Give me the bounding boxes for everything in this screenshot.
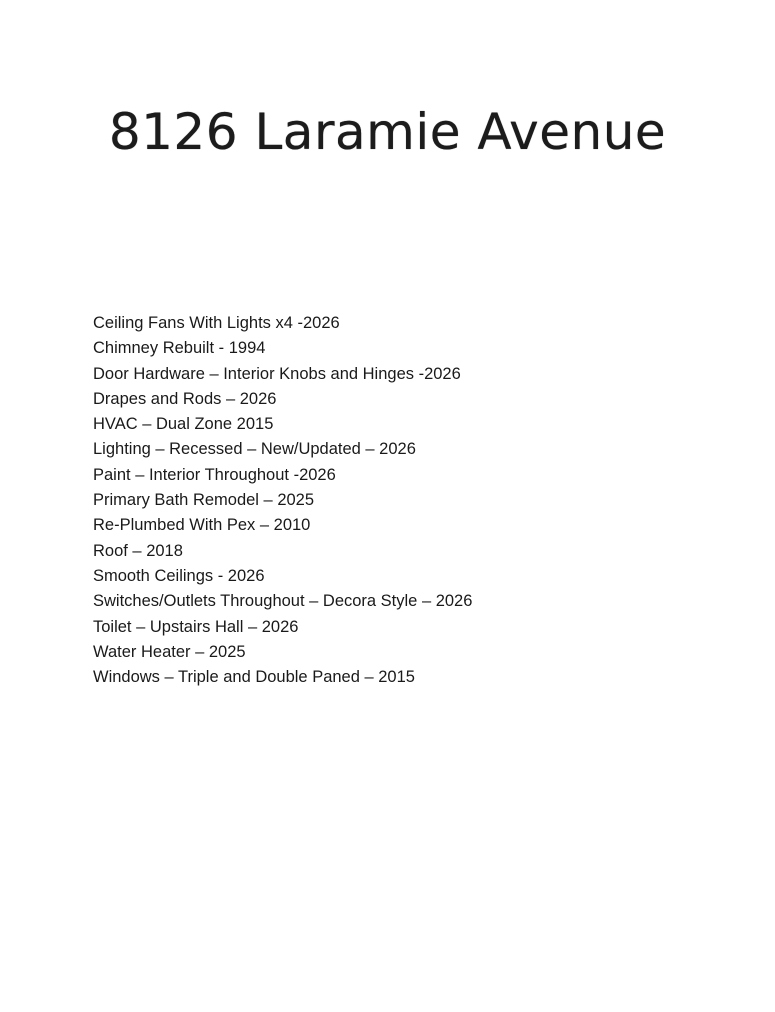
list-item: Water Heater – 2025 [93,642,246,661]
list-item: Paint – Interior Throughout -2026 [93,465,336,484]
list-item: Switches/Outlets Throughout – Decora Style – 2026 [93,592,473,611]
list-item: HVAC – Dual Zone 2015 [93,415,274,434]
list-item: Door Hardware – Interior Knobs and Hinges -2026 [93,364,461,383]
list-item: Ceiling Fans With Lights x4 -2026 [93,314,340,332]
list-item: Drapes and Rods – 2026 [93,389,277,408]
list-item: Re-Plumbed With Pex – 2010 [93,516,311,535]
list-item: Toilet – Upstairs Hall – 2026 [93,617,299,636]
list-item: Smooth Ceilings - 2026 [93,566,265,585]
list-item: Primary Bath Remodel – 2025 [93,491,315,510]
list-item: Windows – Triple and Double Paned – 2015 [93,668,415,687]
list-item: Roof – 2018 [93,541,183,560]
updates-list [93,311,713,690]
page-title: 8126 Laramie Avenue [108,103,667,161]
list-item: Lighting – Recessed – New/Updated – 2026 [93,440,416,459]
list-item: Chimney Rebuilt - 1994 [93,339,266,358]
